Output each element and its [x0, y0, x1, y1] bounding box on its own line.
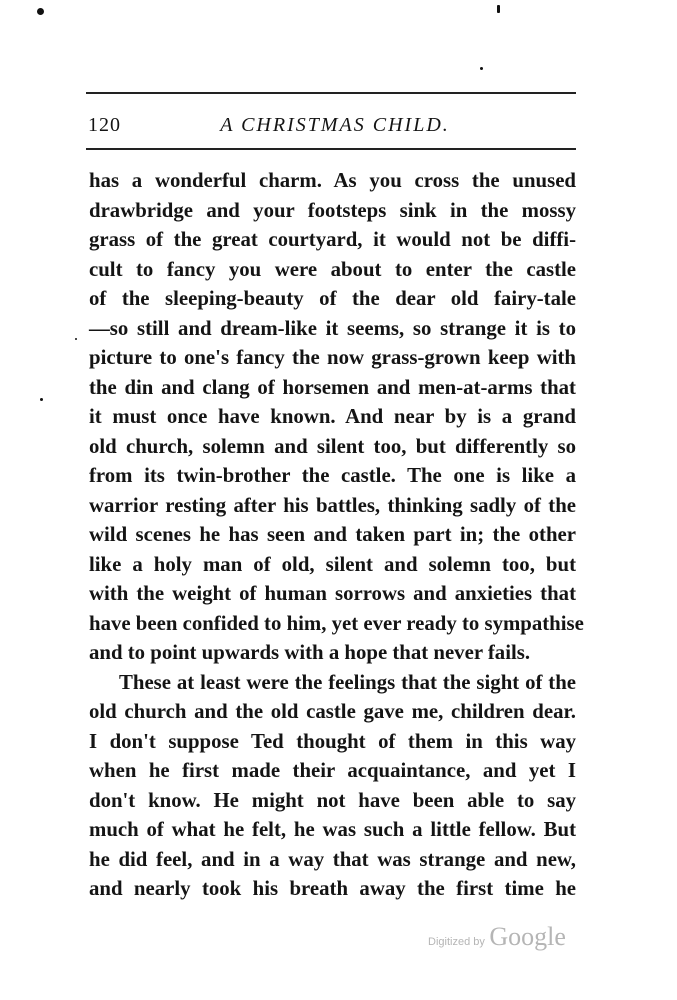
text-line: old church and the old castle gave me, children dear. — [89, 700, 576, 723]
text-line: it must once have known. And near by is a grand — [89, 405, 576, 428]
text-line: These at least were the feelings that the sight of the — [119, 670, 576, 694]
scan-speck — [37, 8, 44, 15]
text-line: and to point upwards with a hope that never fails. — [89, 641, 531, 664]
text-line: have been confided to him, yet ever ready to sympathise — [89, 611, 584, 635]
header-bottom-rule — [86, 148, 576, 150]
text-line: and nearly took his breath away the first time he — [89, 877, 576, 900]
body-text — [89, 166, 584, 904]
page-number: 120 — [88, 114, 121, 136]
text-line: has a wonderful charm. As you cross the unused — [89, 169, 576, 192]
text-line: of the sleeping-beauty of the dear old fairy-tale — [89, 287, 576, 310]
text-line: when he first made their acquaintance, and yet I — [89, 759, 576, 782]
scan-speck — [497, 5, 500, 13]
text-line: cult to fancy you were about to enter the castle — [89, 257, 576, 281]
text-line: picture to one's fancy the now grass-grown keep with — [89, 346, 576, 369]
header-top-rule — [86, 92, 576, 94]
scan-speck — [40, 398, 43, 401]
digitized-watermark — [428, 922, 566, 952]
scan-speck — [75, 338, 77, 340]
running-title: A CHRISTMAS CHILD. — [220, 114, 450, 136]
scan-speck — [480, 67, 483, 70]
text-line: warrior resting after his battles, thinking sadly of the — [89, 493, 576, 517]
text-line: don't know. He might not have been able to say — [89, 788, 576, 812]
text-line: like a holy man of old, silent and solemn too, but — [89, 552, 576, 576]
text-line: from its twin-brother the castle. The one is like a — [89, 464, 576, 487]
text-line: —so still and dream-like it seems, so strange it is to — [89, 316, 576, 340]
text-line: the din and clang of horsemen and men-at-arms that — [89, 375, 576, 399]
text-line: he did feel, and in a way that was strange and new, — [89, 847, 576, 871]
watermark-prefix: Digitized by — [428, 936, 485, 948]
page-header — [86, 108, 576, 142]
text-line: wild scenes he has seen and taken part in; the other — [89, 523, 576, 546]
text-line: grass of the great courtyard, it would not be diffi- — [89, 228, 576, 251]
text-line: drawbridge and your footsteps sink in the mossy — [89, 198, 576, 222]
text-line: with the weight of human sorrows and anxieties that — [89, 582, 576, 605]
text-line: much of what he felt, he was such a little fellow. But — [89, 818, 576, 841]
text-line: old church, solemn and silent too, but differently so — [89, 434, 576, 458]
google-logo: Google — [489, 922, 566, 951]
text-line: I don't suppose Ted thought of them in this way — [89, 729, 576, 753]
